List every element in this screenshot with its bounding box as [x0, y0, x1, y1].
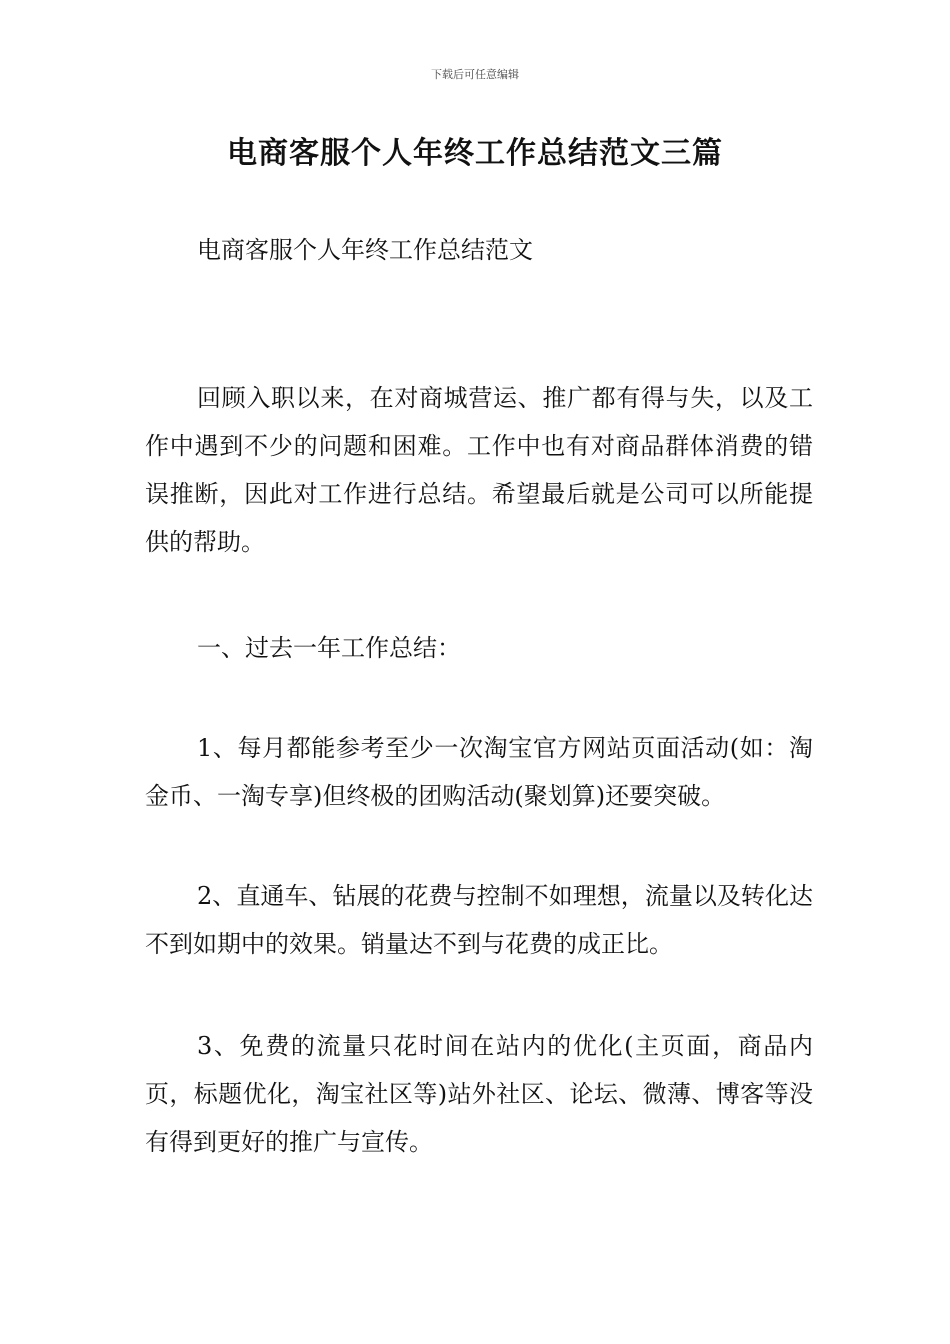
summary-item-1: 1、每月都能参考至少一次淘宝官方网站页面活动(如：淘金币、一淘专享)但终极的团购活动(聚划算)还要突破。 [145, 734, 813, 810]
summary-item-3: 3、免费的流量只花时间在站内的优化(主页面，商品内页，标题优化，淘宝社区等)站外社区、论坛、微薄、博客等没有得到更好的推广与宣传。 [145, 1032, 813, 1156]
document-title: 电商客服个人年终工作总结范文三篇 [227, 136, 723, 171]
summary-item-2: 2、直通车、钻展的花费与控制不如理想，流量以及转化达不到如期中的效果。销量达不到与花费的成正比。 [145, 882, 813, 958]
subtitle-paragraph: 电商客服个人年终工作总结范文 [197, 236, 533, 264]
section-heading: 一、过去一年工作总结： [197, 634, 461, 662]
intro-paragraph: 回顾入职以来，在对商城营运、推广都有得与失，以及工作中遇到不少的问题和困难。工作中也有对商品群体消费的错误推断，因此对工作进行总结。希望最后就是公司可以所能提供的帮助。 [145, 384, 813, 556]
header-note: 下载后可任意编辑 [431, 68, 519, 81]
